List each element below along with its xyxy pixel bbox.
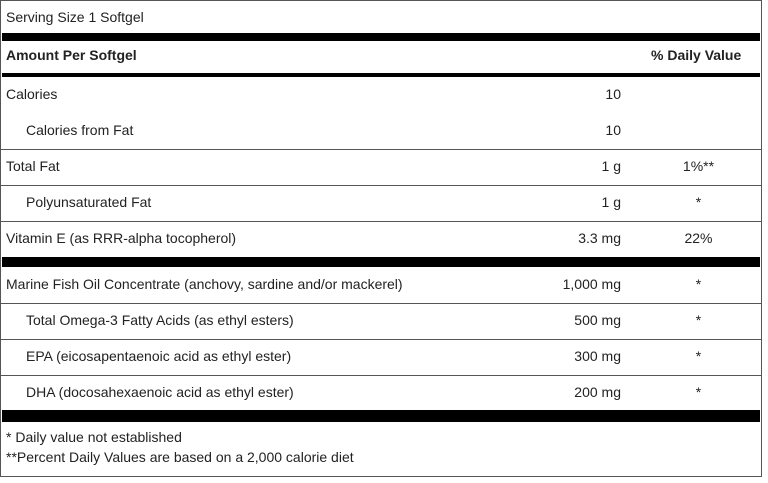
thick-divider-bottom [2,410,760,422]
nutrient-row-vitamin-e [1,221,761,257]
nutrient-dv: * [695,312,702,328]
nutrient-label: Calories from Fat [26,122,134,138]
nutrient-row-polyunsaturated-fat [1,185,761,221]
nutrient-label: DHA (docosahexaenoic acid as ethyl ester) [26,384,294,400]
nutrient-amount: 1 g [601,158,621,174]
nutrient-dv: * [695,276,702,292]
nutrient-amount: 500 mg [574,312,621,328]
daily-value-header: % Daily Value [651,47,742,63]
footnote-percent-daily-value: **Percent Daily Values are based on a 2,000 calorie diet [6,449,354,465]
amount-per-serving-header: Amount Per Softgel [6,47,137,63]
nutrient-dv: * [695,384,702,400]
serving-size: Serving Size 1 Softgel [6,9,144,25]
nutrient-row-dha [1,375,761,411]
nutrient-label: Polyunsaturated Fat [26,194,152,210]
nutrient-label: Total Omega-3 Fatty Acids (as ethyl esters) [26,312,294,328]
nutrient-dv: * [695,194,702,210]
nutrient-dv: 1%** [682,158,715,174]
nutrient-amount: 1,000 mg [562,276,621,292]
nutrient-amount: 10 [605,86,621,102]
nutrient-label: EPA (eicosapentaenoic acid as ethyl ester) [26,348,292,364]
nutrient-label: Marine Fish Oil Concentrate (anchovy, sardine and/or mackerel) [6,276,403,292]
nutrient-amount: 300 mg [574,348,621,364]
nutrient-row-epa [1,339,761,375]
nutrient-amount: 10 [605,122,621,138]
nutrient-row-omega-3 [1,303,761,339]
nutrient-label: Total Fat [6,158,60,174]
nutrient-label: Calories [6,86,58,102]
nutrient-row-calories-from-fat [1,113,761,149]
nutrient-dv: * [695,348,702,364]
nutrient-amount: 200 mg [574,384,621,400]
nutrient-row-fish-oil [1,267,761,303]
nutrient-row-total-fat [1,149,761,185]
nutrient-amount: 1 g [601,194,621,210]
thick-divider-middle [2,257,760,267]
nutrient-row-calories [1,77,761,113]
nutrient-dv: 22% [684,230,713,246]
nutrient-amount: 3.3 mg [578,230,621,246]
footnote-daily-value: * Daily value not established [6,429,182,445]
nutrient-label: Vitamin E (as RRR-alpha tocopherol) [6,230,237,246]
thick-divider-top [2,33,760,41]
